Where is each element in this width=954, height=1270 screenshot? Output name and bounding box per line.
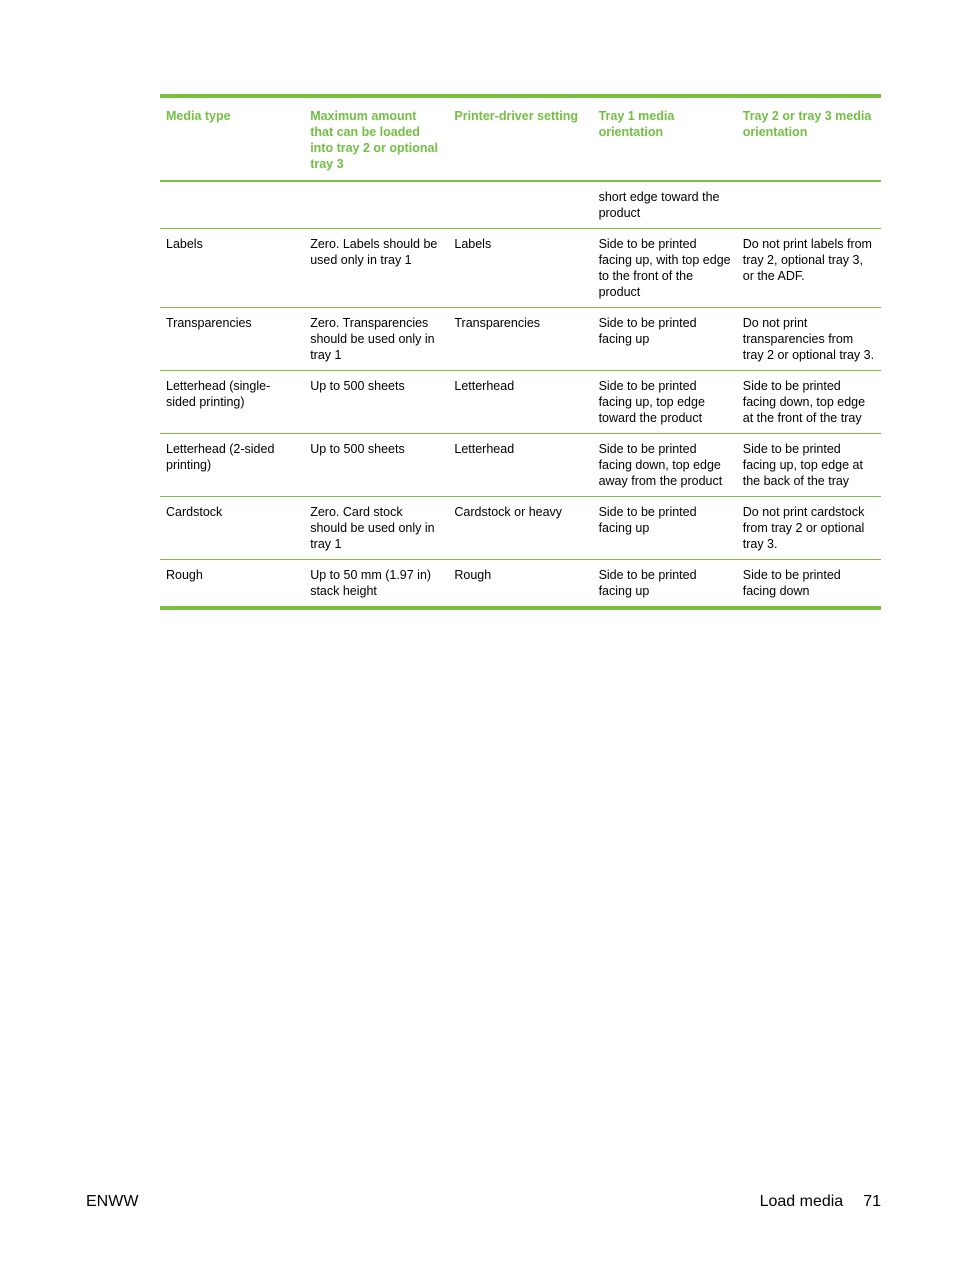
table-cell: Zero. Transparencies should be used only in tray 1 xyxy=(310,316,435,362)
table-cell: Letterhead xyxy=(454,379,515,393)
table-row xyxy=(160,229,881,308)
table-cell: Side to be printed facing up xyxy=(598,505,697,535)
table-cell xyxy=(448,181,592,229)
header-tray23-orientation: Tray 2 or tray 3 media orientation xyxy=(742,109,872,139)
table-cell: Side to be printed facing down xyxy=(742,568,841,598)
table-row xyxy=(160,497,881,560)
header-media-type: Media type xyxy=(166,109,231,123)
table-cell: Rough xyxy=(166,568,203,582)
table-cell: Labels xyxy=(166,237,203,251)
header-tray1-orientation: Tray 1 media orientation xyxy=(598,109,675,139)
header-max-amount: Maximum amount that can be loaded into tray 2 or optional tray 3 xyxy=(310,109,438,171)
table-cell: Letterhead (2-sided printing) xyxy=(166,442,275,472)
table-cell: Side to be printed facing up xyxy=(598,568,697,598)
table-header-row xyxy=(160,96,881,181)
table-cell: Zero. Card stock should be used only in tray 1 xyxy=(310,505,435,551)
table-cell: Letterhead (single-sided printing) xyxy=(166,379,271,409)
table-cell xyxy=(160,181,304,229)
table-cell: Side to be printed facing down, top edge away from the product xyxy=(598,442,723,488)
table-cell: Cardstock xyxy=(166,505,223,519)
table-cell: Side to be printed facing up xyxy=(598,316,697,346)
table-row xyxy=(160,560,881,609)
table-cell xyxy=(304,181,448,229)
table-row xyxy=(160,308,881,371)
table-cell: short edge toward the product xyxy=(598,190,720,220)
table-cell: Transparencies xyxy=(454,316,541,330)
table-cell: Up to 500 sheets xyxy=(310,442,405,456)
table-cell xyxy=(737,181,881,229)
table-cell: Transparencies xyxy=(166,316,252,330)
table-cell: Side to be printed facing up, top edge toward the product xyxy=(598,379,705,425)
table-cell: Do not print transparencies from tray 2 or optional tray 3. xyxy=(742,316,875,362)
table-cell: Letterhead xyxy=(454,442,515,456)
table-row xyxy=(160,181,881,229)
table-cell: Rough xyxy=(454,568,492,582)
table-cell: Cardstock or heavy xyxy=(454,505,563,519)
table-cell: Side to be printed facing up, with top edge to the front of the product xyxy=(598,237,731,299)
page-number: 71 xyxy=(863,1193,881,1210)
table-cell: Side to be printed facing down, top edge at the front of the tray xyxy=(742,379,866,425)
table-row xyxy=(160,371,881,434)
table-cell: Do not print labels from tray 2, optional tray 3, or the ADF. xyxy=(742,237,872,283)
table-row xyxy=(160,434,881,497)
table-cell: Up to 500 sheets xyxy=(310,379,405,393)
table-cell: Side to be printed facing up, top edge at the back of the tray xyxy=(742,442,863,488)
footer-section-title: Load media xyxy=(759,1193,844,1210)
table-cell: Do not print cardstock from tray 2 or optional tray 3. xyxy=(742,505,865,551)
header-driver-setting: Printer-driver setting xyxy=(454,109,579,123)
table-cell: Zero. Labels should be used only in tray 1 xyxy=(310,237,438,267)
table-cell: Labels xyxy=(454,237,492,251)
footer-right xyxy=(760,1193,881,1211)
media-table xyxy=(160,94,881,610)
footer-left: ENWW xyxy=(86,1193,139,1210)
table-cell: Up to 50 mm (1.97 in) stack height xyxy=(310,568,432,598)
